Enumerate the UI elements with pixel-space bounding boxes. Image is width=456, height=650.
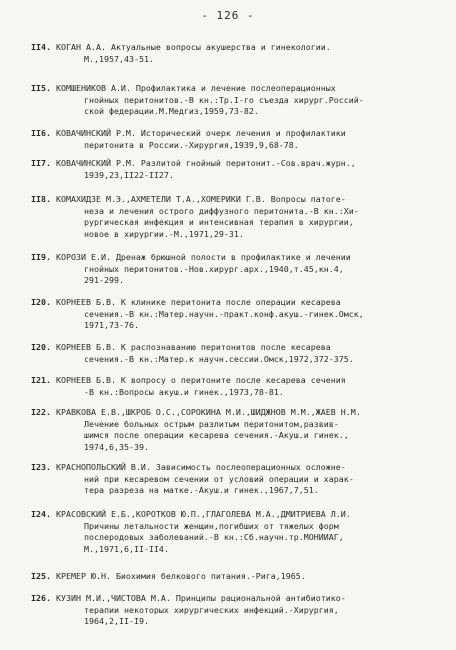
page-number: - 126 -	[201, 9, 255, 22]
entry-number: I24.	[31, 509, 51, 519]
entry-line: КОРНЕЕВ Б.В. К вопросу о перитоните после кесарева сечения	[56, 375, 346, 385]
entry-line: новое в хирургии.-М.,1971,29-31.	[84, 228, 244, 239]
entry-line: сечения.-В кн.:Матер.к научн.сессии.Омск,1972,372-375.	[84, 353, 354, 364]
bibliography-entry	[31, 342, 449, 365]
entry-line: КОВАЧИНСКИЙ Р.М. Разлитой гнойный перитонит.-Сов.врач.журн.,	[56, 158, 356, 168]
entry-line: 1939,23,II22-II27.	[84, 169, 174, 180]
entry-number: I20.	[31, 297, 51, 307]
entry-line: послеродовых заболеваний.-В кн.:Сб.научн.тр.МОНИИАГ,	[84, 532, 344, 542]
bibliography-entry	[31, 297, 449, 332]
entry-line: гнойных перитонитов.-В кн.:Тр.I-го съезда хирург.Россий-	[84, 94, 364, 105]
entry-line: 1971,73-76.	[84, 320, 139, 330]
entry-line: КОМШЕНИКОВ А.И. Профилактика и лечение послеоперационных	[56, 83, 336, 93]
bibliography-entry	[31, 571, 449, 583]
entry-line: КРАСОВСКИЙ Е.Б.,КОРОТКОВ Ю.П.,ГЛАГОЛЕВА М.А.,ДМИТРИЕВА Л.И.	[56, 509, 351, 519]
entry-line: шимся после операции кесарева сечения.-Акуш.и гинек.,	[84, 430, 349, 440]
entry-line: КРАСНОПОЛЬСКИЙ В.И. Зависимость послеоперационных осложне-	[56, 462, 346, 472]
entry-line: рургическая инфекция и интенсивная терапия в хирургии,	[84, 217, 354, 227]
entry-line: 1964,2,II-I9.	[84, 616, 149, 626]
entry-line: тера разреза на матке.-Акуш.и гинек.,1967,7,51.	[84, 485, 319, 495]
bibliography-entry	[31, 83, 449, 118]
entry-line: Лечение больных острым разлитым перитонитом,развив-	[84, 418, 339, 429]
entry-number: I20.	[31, 342, 51, 352]
entry-number: II5.	[31, 83, 51, 93]
entry-line: Причины летальности женщин,погибших от тяжелых форм	[84, 520, 339, 531]
entry-line: КРАВКОВА Е.В.,ШКРОБ О.С.,СОРОКИНА М.И.,ШИДЖНОВ М.М.,ЖАЕВ Н.М.	[56, 407, 361, 417]
entry-number: I21.	[31, 375, 51, 385]
entry-line: КРЕМЕР Ю.Н. Биохимия белкового питания.-Рига,1965.	[56, 571, 306, 581]
entry-line: сечения.-В кн.:Матер.научн.-практ.конф.акуш.-гинек.Омск,	[84, 308, 364, 319]
entry-line: гнойных перитонитов.-Нов.хирург.арх.,1940,т.45,кн.4,	[84, 263, 344, 274]
entry-line: перитонита в России.-Хирургия,1939,9,68-78.	[84, 139, 299, 150]
bibliography-entry	[31, 509, 449, 555]
entry-line: терапии некоторых хирургических инфекций.-Хирургия,	[84, 604, 339, 615]
entry-line: КОГАН А.А. Актуальные вопросы акушерства и гинекологии.	[56, 42, 331, 52]
bibliography-entry	[31, 42, 449, 65]
entry-number: II4.	[31, 42, 51, 52]
bibliography-entry	[31, 462, 449, 497]
entry-number: I23.	[31, 462, 51, 472]
entry-number: I26.	[31, 593, 51, 603]
entry-line: КОРНЕЕВ Б.В. К клинике перитонита после операции кесарева	[56, 297, 341, 307]
entry-number: II8.	[31, 194, 51, 204]
bibliography-entry	[31, 128, 449, 151]
bibliography-entry	[31, 375, 449, 398]
entry-line: КОМАХИДЗЕ М.Э.,АХМЕТЕЛИ Т.А.,ХОМЕРИКИ Г.В. Вопросы патоге-	[56, 194, 346, 204]
entry-line: неза и лечения острого диффузного перитонита.-В кн.:Хи-	[84, 205, 359, 216]
entry-line: М.,1957,43-51.	[84, 53, 154, 64]
entry-number: I25.	[31, 571, 51, 581]
bibliography-entry	[31, 158, 449, 181]
entry-line: ний при кесаревом сечении от условий операции и харак-	[84, 473, 354, 484]
bibliography-entry	[31, 407, 449, 453]
entry-number: II7.	[31, 158, 51, 168]
entry-number: I22.	[31, 407, 51, 417]
entry-number: II9.	[31, 252, 51, 262]
entry-number: II6.	[31, 128, 51, 138]
bibliography-entry	[31, 593, 449, 628]
entry-line: 291-299.	[84, 275, 124, 285]
entry-line: КУЗИН М.И.,ЧИСТОВА М.А. Принципы рациональной антибиотико-	[56, 593, 346, 603]
bibliography-entry	[31, 194, 449, 240]
entry-line: КОРОЗИ Е.И. Дренаж брюшной полости в профилактике и лечении	[56, 252, 351, 262]
entry-line: М.,1971,6,II-II4.	[84, 543, 169, 554]
entry-line: -В кн.:Вопросы акуш.и гинек.,1973,78-81.	[84, 386, 284, 397]
entry-line: ской федерации.М.Медгиз,1959,73-82.	[84, 106, 259, 116]
bibliography-entry	[31, 252, 449, 287]
entry-line: 1974,6,35-39.	[84, 441, 149, 452]
entry-line: КОВАЧИНСКИЙ Р.М. Исторический очерк лечения и профилактики	[56, 128, 346, 138]
entry-line: КОРНЕЕВ Б.В. К распознаванию перитонитов после кесарева	[56, 342, 331, 352]
